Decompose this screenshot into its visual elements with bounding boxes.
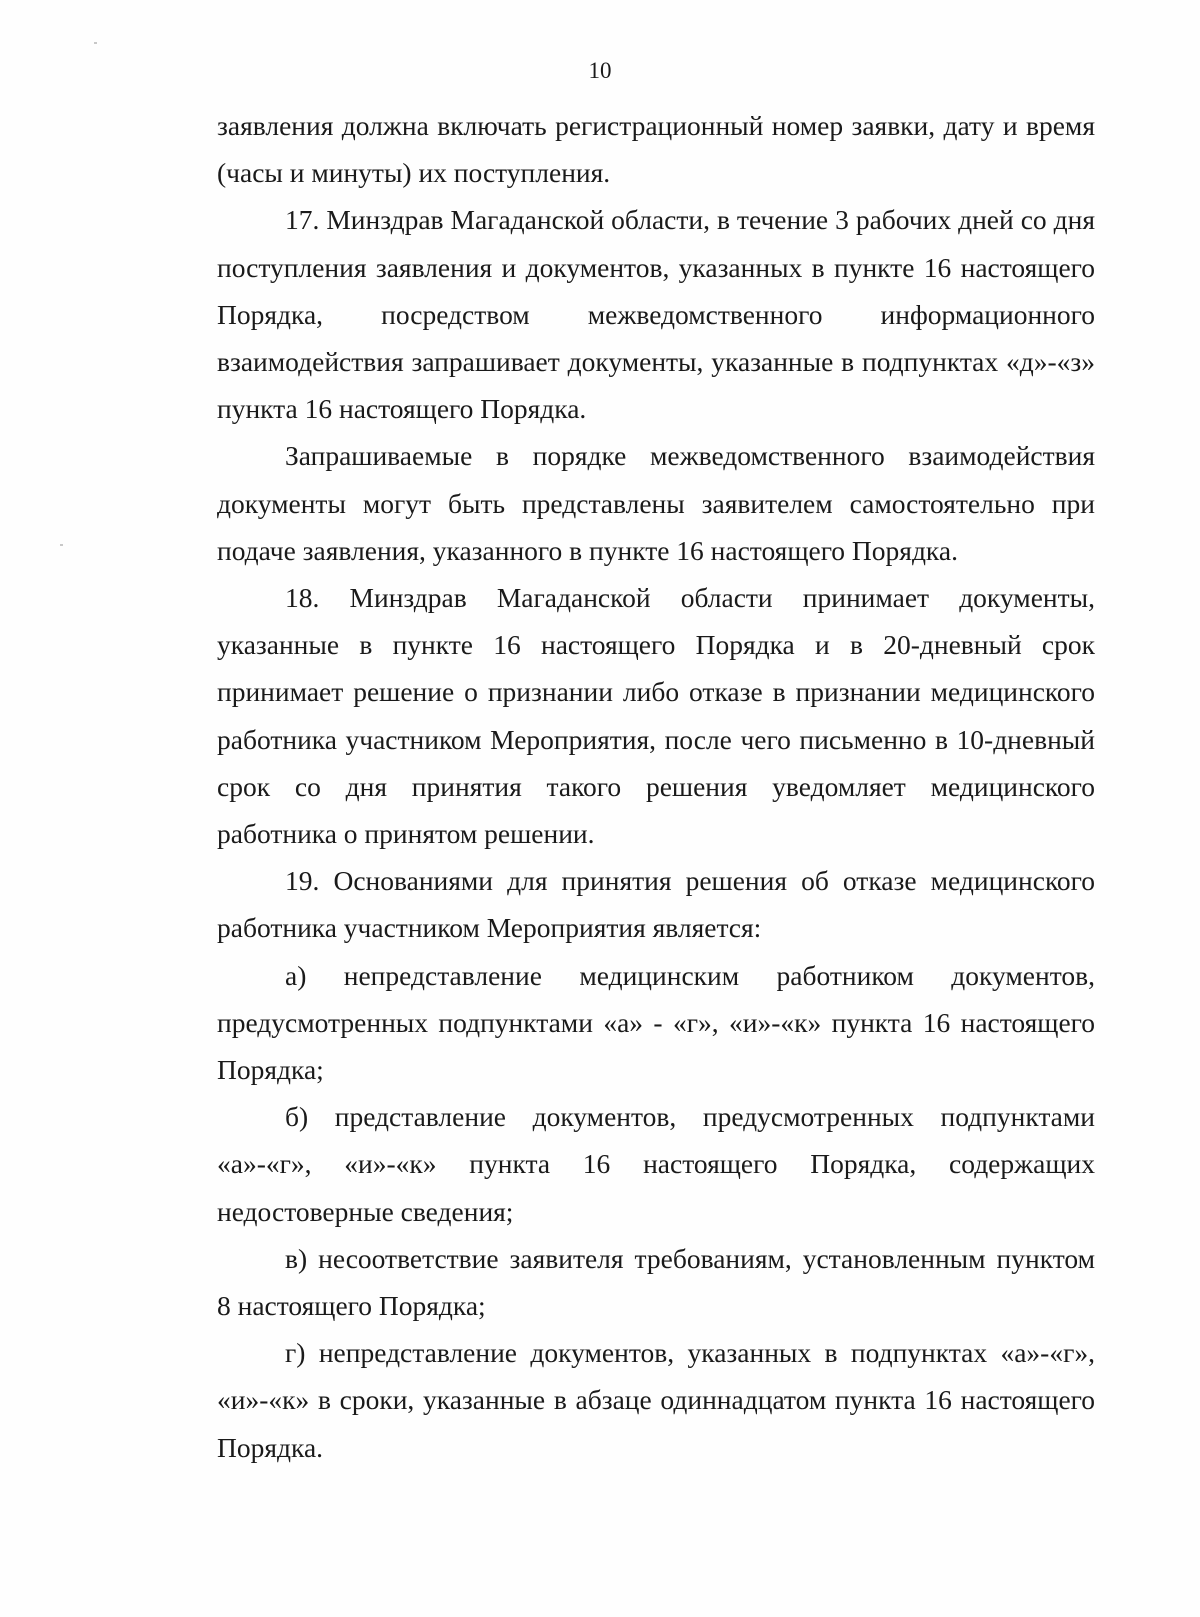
paragraph-continuation: заявления должна включать регистрационный номер заявки, дату и время (часы и минуты) их поступления.: [217, 110, 1095, 189]
page-number: 10: [588, 58, 612, 83]
paragraph-item-19: 19. Основаниями для принятия решения об отказе медицинского работника участником Мероприятия является:: [217, 865, 1095, 944]
paragraph-item-17-requested-documents: Запрашиваемые в порядке межведомственного взаимодействия документы могут быть представлены заявителем самостоятельно при подаче заявления, указанного в пункте 16 настоящего Порядка.: [217, 440, 1095, 566]
document-body: [217, 102, 1095, 1471]
scan-speck: [94, 42, 97, 44]
paragraph-item-19-a: а) непредставление медицинским работником документов, предусмотренных подпунктами «а» - «г», «и»-«к» пункта 16 настоящего Порядка;: [217, 959, 1095, 1086]
paragraph-item-17: 17. Минздрав Магаданской области, в течение 3 рабочих дней со дня поступления заявления и документов, указанных в пункте 16 настоящего Порядка, посредством межведомственного информационного взаимодействия запрашивает документы, указанные в подпунктах «д»-«з» пункта 16 настоящего Порядка.: [217, 204, 1095, 425]
paragraph-item-19-g: г) непредставление документов, указанных в подпунктах «а»-«г», «и»-«к» в сроки, указанные в абзаце одиннадцатом пункта 16 настоящего Порядка.: [217, 1337, 1095, 1463]
scan-speck: [60, 544, 63, 546]
paragraph-item-19-v: в) несоответствие заявителя требованиям, установленным пунктом 8 настоящего Порядка;: [217, 1242, 1095, 1322]
paragraph-item-18: 18. Минздрав Магаданской области принимает документы, указанные в пункте 16 настоящего Порядка и в 20-дневный срок принимает решение о признании либо отказе в признании медицинского работника участником Мероприятия, после чего письменно в 10-дневный срок со дня принятия такого решения уведомляет медицинского работника о принятом решении.: [217, 582, 1095, 850]
paragraph-item-19-b: б) представление документов, предусмотренных подпунктами «а»-«г», «и»-«к» пункта 16 настоящего Порядка, содержащих недостоверные сведения;: [217, 1101, 1095, 1227]
